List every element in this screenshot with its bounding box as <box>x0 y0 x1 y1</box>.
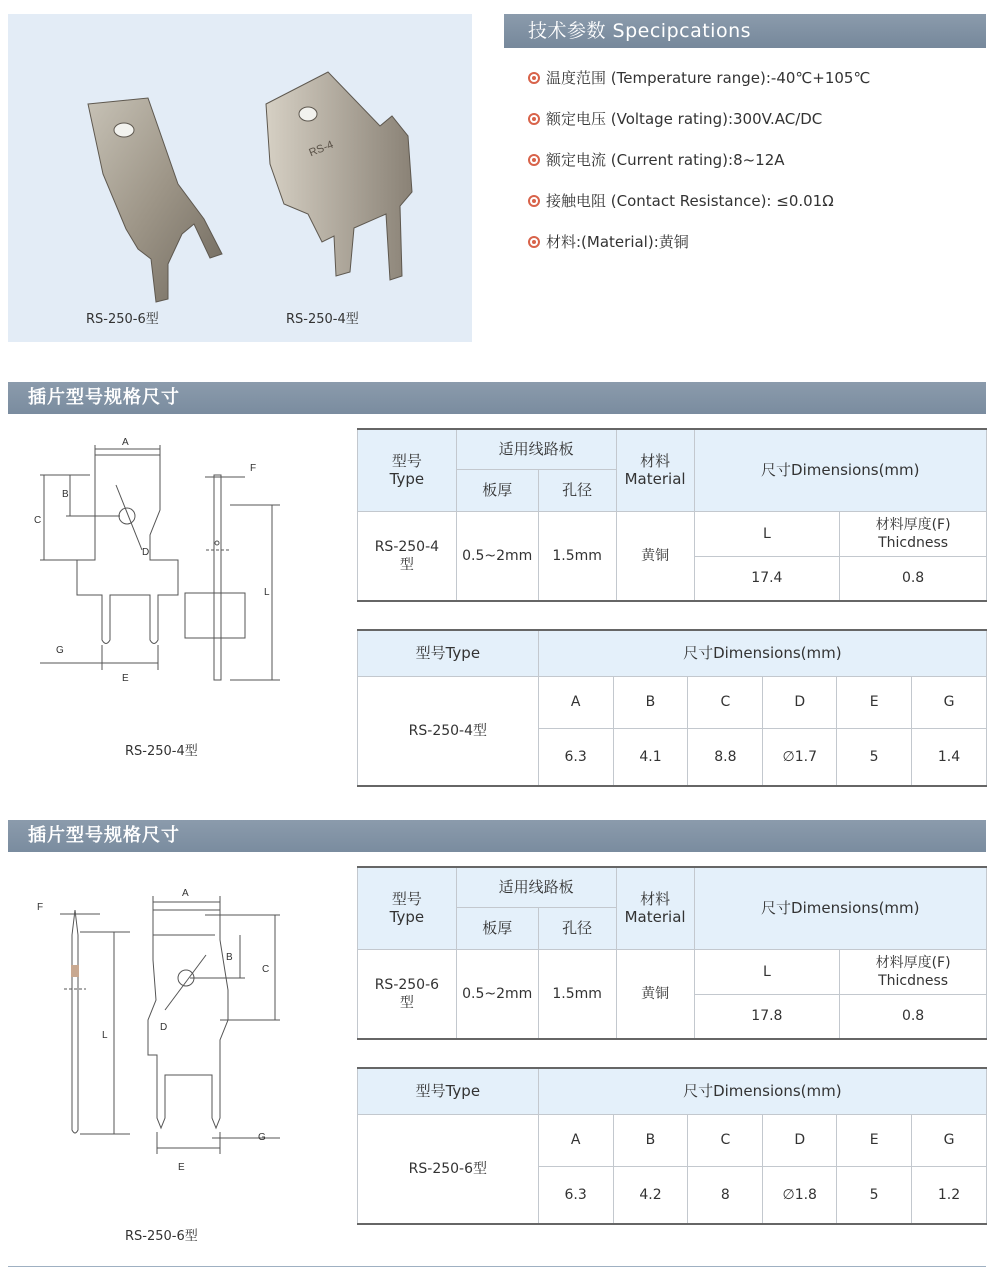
section-title: 插片型号规格尺寸 <box>8 820 986 852</box>
th-type: 型号Type <box>358 630 539 676</box>
dim-label-D: D <box>160 1022 168 1033</box>
dim-label-E: E <box>122 673 129 684</box>
cell-hole: 1.5mm <box>538 511 616 601</box>
th-L: L <box>694 949 840 994</box>
cell-D: ∅1.8 <box>763 1166 837 1224</box>
th-A: A <box>538 676 613 728</box>
dim-label-C: C <box>34 515 42 526</box>
th-hole: 孔径 <box>538 469 616 511</box>
cell-G: 1.4 <box>912 728 987 786</box>
cell-G: 1.2 <box>912 1166 987 1224</box>
cell-E: 5 <box>837 1166 912 1224</box>
dim-label-L: L <box>264 587 270 598</box>
cell-B: 4.2 <box>613 1166 688 1224</box>
th-G: G <box>912 676 987 728</box>
terminal-stamp: RS-4 <box>307 138 336 160</box>
th-material: 材料 Material <box>616 429 694 511</box>
spec-item: 额定电压 (Voltage rating):300V.AC/DC <box>528 107 822 131</box>
cell-type: RS-250-6型 <box>358 1114 539 1224</box>
cell-L: 17.4 <box>694 556 840 601</box>
product-photo <box>8 14 472 342</box>
cell-L: 17.8 <box>694 994 840 1039</box>
spec-table-2 <box>357 866 987 1040</box>
th-dimensions: 尺寸Dimensions(mm) <box>538 1068 986 1114</box>
dim-table-1 <box>357 629 987 787</box>
cell-thickness: 0.5~2mm <box>456 511 538 601</box>
th-L: L <box>694 511 840 556</box>
dim-label-A: A <box>182 888 189 899</box>
dim-label-C: C <box>262 964 270 975</box>
specs-title: 技术参数 Specipcations <box>504 14 986 48</box>
section-title: 插片型号规格尺寸 <box>8 382 986 414</box>
bullet-icon <box>528 195 540 207</box>
dim-label-G: G <box>56 645 64 656</box>
th-E: E <box>837 1114 912 1166</box>
cell-hole: 1.5mm <box>538 949 616 1039</box>
th-B: B <box>613 1114 688 1166</box>
cell-E: 5 <box>837 728 912 786</box>
dim-label-F: F <box>37 902 44 913</box>
th-dimensions: 尺寸Dimensions(mm) <box>538 630 986 676</box>
cell-material: 黄铜 <box>616 511 694 601</box>
th-D: D <box>763 1114 837 1166</box>
cell-thickness: 0.5~2mm <box>456 949 538 1039</box>
drawing-rs250-6 <box>30 880 330 1200</box>
terminal-rs250-6 <box>88 98 222 302</box>
cell-D: ∅1.7 <box>763 728 837 786</box>
terminals-photo <box>8 14 472 342</box>
bullet-icon <box>528 113 540 125</box>
cell-A: 6.3 <box>538 1166 613 1224</box>
spec-item: 额定电流 (Current rating):8~12A <box>528 148 785 172</box>
th-material: 材料 Material <box>616 867 694 949</box>
dim-label-A: A <box>122 437 129 448</box>
cell-type: RS-250-4型 <box>358 676 539 786</box>
th-B: B <box>613 676 688 728</box>
photo-label-rs250-4: RS-250-4型 <box>286 312 359 327</box>
cell-C: 8.8 <box>688 728 763 786</box>
th-type: 型号 Type <box>358 429 457 511</box>
spec-table-1 <box>357 428 987 602</box>
drawing-caption: RS-250-6型 <box>125 1229 198 1244</box>
cell-F: 0.8 <box>840 994 987 1039</box>
th-G: G <box>912 1114 987 1166</box>
cell-A: 6.3 <box>538 728 613 786</box>
dim-label-B: B <box>62 489 69 500</box>
photo-label-rs250-6: RS-250-6型 <box>86 312 159 327</box>
th-type: 型号 Type <box>358 867 457 949</box>
cell-material: 黄铜 <box>616 949 694 1039</box>
bottom-divider <box>8 1266 986 1267</box>
cell-C: 8 <box>688 1166 763 1224</box>
drawing-rs250-4 <box>30 435 330 715</box>
spec-item: 接触电阻 (Contact Resistance): ≤0.01Ω <box>528 189 834 213</box>
terminal-rs250-4 <box>266 72 412 280</box>
th-hole: 孔径 <box>538 907 616 949</box>
th-thickness: 板厚 <box>456 469 538 511</box>
dim-table-2 <box>357 1067 987 1225</box>
dim-label-D: D <box>142 547 150 558</box>
th-thickness: 板厚 <box>456 907 538 949</box>
th-dimensions: 尺寸Dimensions(mm) <box>694 867 986 949</box>
th-C: C <box>688 1114 763 1166</box>
th-C: C <box>688 676 763 728</box>
dim-label-L: L <box>102 1030 108 1041</box>
bullet-icon <box>528 72 540 84</box>
th-F: 材料厚度(F) Thicdness <box>840 949 987 994</box>
th-type: 型号Type <box>358 1068 539 1114</box>
spec-item: 材料:(Material):黄铜 <box>528 230 689 254</box>
cell-F: 0.8 <box>840 556 987 601</box>
dim-label-B: B <box>226 952 233 963</box>
cell-type: RS-250-4 型 <box>358 511 457 601</box>
dim-label-G: G <box>258 1132 266 1143</box>
th-A: A <box>538 1114 613 1166</box>
spec-item: 温度范围 (Temperature range):-40℃+105℃ <box>528 66 870 90</box>
drawing-caption: RS-250-4型 <box>125 744 198 759</box>
th-F: 材料厚度(F) Thicdness <box>840 511 987 556</box>
bullet-icon <box>528 236 540 248</box>
th-pcb: 适用线路板 <box>456 867 616 907</box>
cell-type: RS-250-6 型 <box>358 949 457 1039</box>
cell-B: 4.1 <box>613 728 688 786</box>
dim-label-F: F <box>250 463 257 474</box>
th-E: E <box>837 676 912 728</box>
th-pcb: 适用线路板 <box>456 429 616 469</box>
th-dimensions: 尺寸Dimensions(mm) <box>694 429 986 511</box>
dim-label-E: E <box>178 1162 185 1173</box>
bullet-icon <box>528 154 540 166</box>
th-D: D <box>763 676 837 728</box>
